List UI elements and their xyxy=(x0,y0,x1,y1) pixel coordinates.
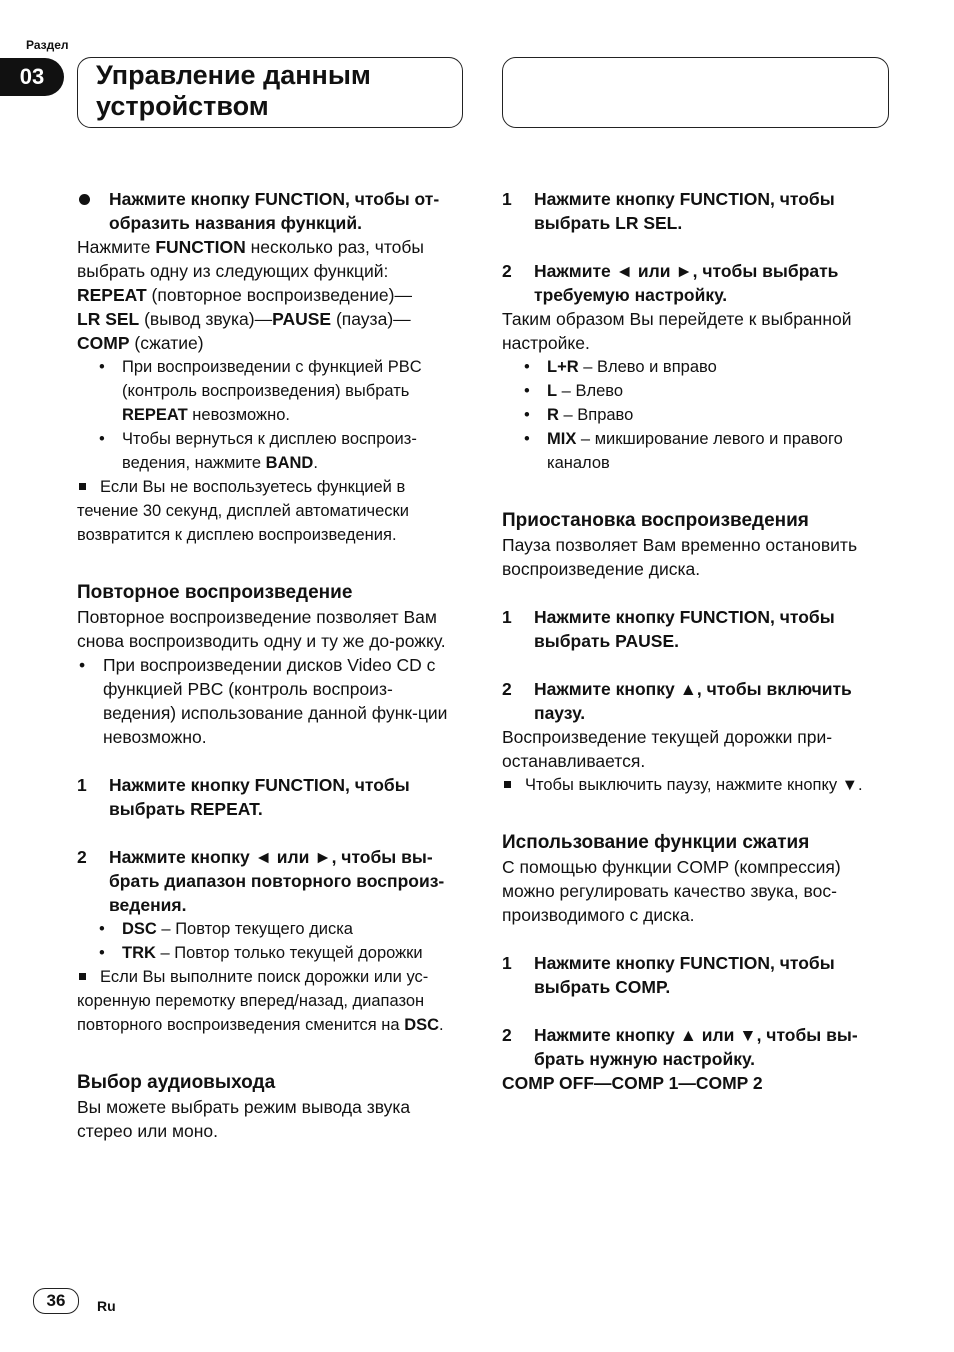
repeat-paragraph: Повторное воспроизведение позволяет Вам снова воспроизводить одну и ту же до-рожку. xyxy=(77,607,446,651)
pause-step-1: 1 Нажмите кнопку FUNCTION, чтобы выбрать PAUSE. xyxy=(502,607,835,651)
list-item: • При воспроизведении дисков Video CD с функцией PBC (контроль воспроиз-ведения) использование данной функ-ции невозможно. xyxy=(79,655,448,747)
repeat-heading: Повторное воспроизведение xyxy=(77,582,353,603)
lrsel-options xyxy=(502,355,890,475)
list-item: • Чтобы вернуться к дисплею воспроиз-ведения, нажмите BAND. xyxy=(99,430,417,472)
title-line-1: Управление данным xyxy=(96,60,371,90)
pause-step-paragraph: Воспроизведение текущей дорожки при-останавливается. xyxy=(502,727,833,771)
note-pause-off: Чтобы выключить паузу, нажмите кнопку ▼. xyxy=(502,773,890,797)
note-square-icon xyxy=(79,973,86,980)
pause-paragraph: Пауза позволяет Вам временно остановить воспроизведение диска. xyxy=(502,535,858,579)
comp-paragraph: С помощью функции COMP (компрессия) можно регулировать качество звука, вос-производимого с диска. xyxy=(502,857,841,925)
repeat-range-list xyxy=(77,917,465,965)
note-square-icon xyxy=(79,483,86,490)
pause-step-2: 2 Нажмите кнопку ▲, чтобы включить паузу. xyxy=(502,679,852,723)
function-list: REPEAT (повторное воспроизведение)— LR SEL (вывод звука)—PAUSE (пауза)— COMP (сжатие) xyxy=(77,285,412,353)
intro-bullet: Нажмите кнопку FUNCTION, чтобы от-образить названия функций. xyxy=(77,187,465,235)
repeat-bullets xyxy=(77,653,465,749)
list-item: • DSC – Повтор текущего диска xyxy=(99,920,353,938)
chapter-title-box xyxy=(77,57,463,128)
page-number: 36 xyxy=(33,1288,79,1314)
bullet-dot-icon xyxy=(79,194,90,205)
comp-step-1: 1 Нажмите кнопку FUNCTION, чтобы выбрать COMP. xyxy=(502,953,835,997)
audio-heading: Выбор аудиовыхода xyxy=(77,1072,276,1093)
comp-values: COMP OFF—COMP 1—COMP 2 xyxy=(502,1073,763,1093)
lrsel-step-2: 2 Нажмите ◄ или ►, чтобы выбрать требуемую настройку. xyxy=(502,261,839,305)
list-item: • TRK – Повтор только текущей дорожки xyxy=(99,944,423,962)
note-search: Если Вы выполните поиск дорожки или ус-коренную перемотку вперед/назад, диапазон повторного воспроизведения сменится на DSC. xyxy=(77,968,444,1034)
title-line-2: устройством xyxy=(96,91,269,121)
list-item: • MIX – микширование левого и правого каналов xyxy=(524,430,843,472)
section-number-tab: 03 xyxy=(0,58,64,96)
chapter-title xyxy=(96,60,444,122)
audio-paragraph: Вы можете выбрать режим вывода звука стерео или моно. xyxy=(77,1097,411,1141)
list-item: • R – Вправо xyxy=(524,406,634,424)
intro-paragraph: Нажмите FUNCTION несколько раз, чтобы выбрать одну из следующих функций: xyxy=(77,237,424,281)
list-item: • L – Влево xyxy=(524,382,624,400)
comp-heading: Использование функции сжатия xyxy=(502,832,810,853)
lrsel-step-1: 1 Нажмите кнопку FUNCTION, чтобы выбрать LR SEL. xyxy=(502,189,835,233)
left-column xyxy=(77,187,465,1143)
section-label: Раздел xyxy=(26,38,69,52)
language-code: Ru xyxy=(97,1298,116,1314)
intro-sublist xyxy=(77,355,465,475)
comp-step-2: 2 Нажмите кнопку ▲ или ▼, чтобы вы-брать нужную настройку. xyxy=(502,1025,858,1069)
list-item: • L+R – Влево и вправо xyxy=(524,358,717,376)
lrsel-paragraph: Таким образом Вы перейдете к выбранной настройке. xyxy=(502,309,852,353)
repeat-step-2: 2 Нажмите кнопку ◄ или ►, чтобы вы-брать диапазон повторного воспроиз-ведения. xyxy=(77,847,445,915)
note-timeout: Если Вы не воспользуетесь функцией в течение 30 секунд, дисплей автоматически возвратится к дисплею воспроизведения. xyxy=(77,478,409,544)
pause-heading: Приостановка воспроизведения xyxy=(502,510,809,531)
note-square-icon xyxy=(504,781,511,788)
right-column xyxy=(502,187,890,1095)
empty-header-box xyxy=(502,57,889,128)
repeat-step-1: 1 Нажмите кнопку FUNCTION, чтобы выбрать REPEAT. xyxy=(77,775,410,819)
list-item: • При воспроизведении с функцией PBC (контроль воспроизведения) выбрать REPEAT невозможно. xyxy=(99,358,422,424)
